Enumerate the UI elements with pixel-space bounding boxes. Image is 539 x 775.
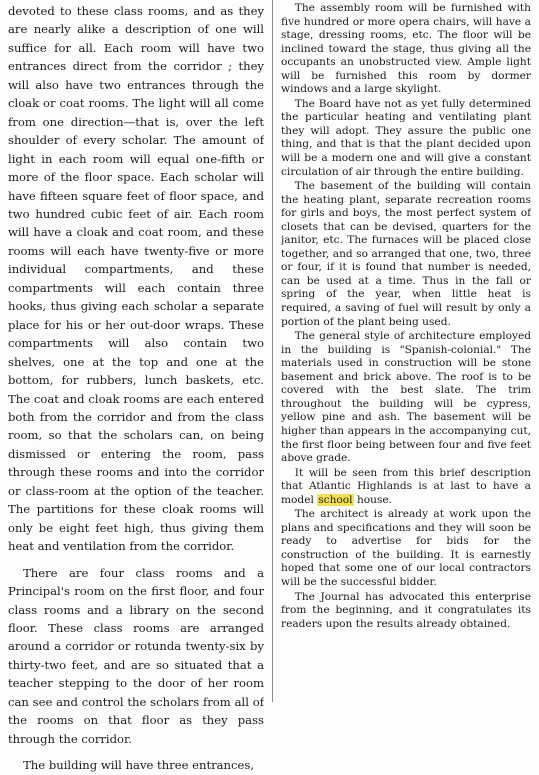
left-column — [8, 2, 264, 775]
right-column — [281, 2, 531, 631]
paragraph-assembly-room: The assembly room will be furnished with five hundred or more opera chairs, will have a stage, dressing rooms, etc. The floor will be inclined toward the stage, thus giving all the occupants an unobstructed view. Ample light will be furnished this room by dormer windows and a large skylight. — [281, 2, 531, 96]
paragraph-architect: The architect is already at work upon the plans and specifications and they will soon be ready to advertise for bids for the construction of the building. It is earnestly hoped that some one of our local contractors will be the successful bidder. — [281, 508, 531, 588]
search-highlight: school — [318, 493, 353, 506]
paragraph-entrances: The building will have three entrances, — [23, 758, 255, 773]
paragraph-basement: The basement of the building will contain the heating plant, separate recreation rooms for girls and boys, the most perfect system of closets that can be devised, quarters for the janitor, etc. The furnaces will be placed close together, and so arranged that one, two, three or four, if it is found that number is needed, can be used at a time. Thus in the fall or spring of the year, when little heat is required, a saving of fuel will result by only a portion of the plant being used. — [281, 180, 531, 328]
model-school-text-before: It will be seen from this brief description that Atlantic Highlands is at last to have a model — [281, 466, 531, 506]
paragraph-journal: The Journal has advocated this enterprise from the beginning, and it congratulates its readers upon the results already obtained. — [281, 590, 531, 630]
paragraph-architecture-style: The general style of architecture employed in the building is "Spanish-colonial." The materials used in construction will be stone basement and brick above. The roof is to be covered with the best slate. The trim throughout the building will be cypress, yellow pine and ash. The basement will be higher than appears in the accompanying cut, the first floor being between four and five feet above grade. — [281, 330, 531, 465]
paragraph-model-school — [281, 467, 531, 508]
model-school-text-after: house. — [353, 493, 393, 506]
paragraph-floor-layout: There are four class rooms and a Principal's room on the first floor, and four class rooms and a library on the second floor. These class rooms are arranged around a corridor or rotunda twenty-six by thirty-two feet, and are so situated that a teacher stepping to the door of her room can see and control the scholars from all of the rooms on that floor as they pass through the corridor. — [8, 565, 264, 746]
column-divider — [272, 0, 273, 702]
paragraph-class-rooms: devoted to these class rooms, and as they are nearly alike a description of one will suffice for all. Each room will have two entrances direct from the corridor ; they will also have two entrances through the cloak or coat rooms. The light will all come from one direction—that is, over the left shoulder of every scholar. The amount of light in each room will equal one-fifth or more of the floor space. Each scholar will have fifteen square feet of floor space, and two hundred cubic feet of air. Each room will have a cloak and coat room, and these rooms will each have twenty-five or more individual compartments, and these compartments will each contain three hooks, thus giving each scholar a separate place for his or her out-door wraps. These compartments will also contain two shelves, one at the top and one at the bottom, for rubbers, lunch baskets, etc. The coat and cloak rooms are each entered both from the corridor and from the class room, so that the scholars can, on being dismissed or entering the room, pass through these rooms and into the corridor or class-room at the option of the teacher. The partitions for these cloak rooms will only be eight feet high, thus giving them heat and ventilation from the corridor. — [8, 4, 264, 554]
paragraph-heating-plant: The Board have not as yet fully determined the particular heating and ventilating plant they will adopt. They assure the public one thing, and that is that the plant decided upon will be a modern one and will give a constant circulation of air through the entire building. — [281, 97, 531, 178]
